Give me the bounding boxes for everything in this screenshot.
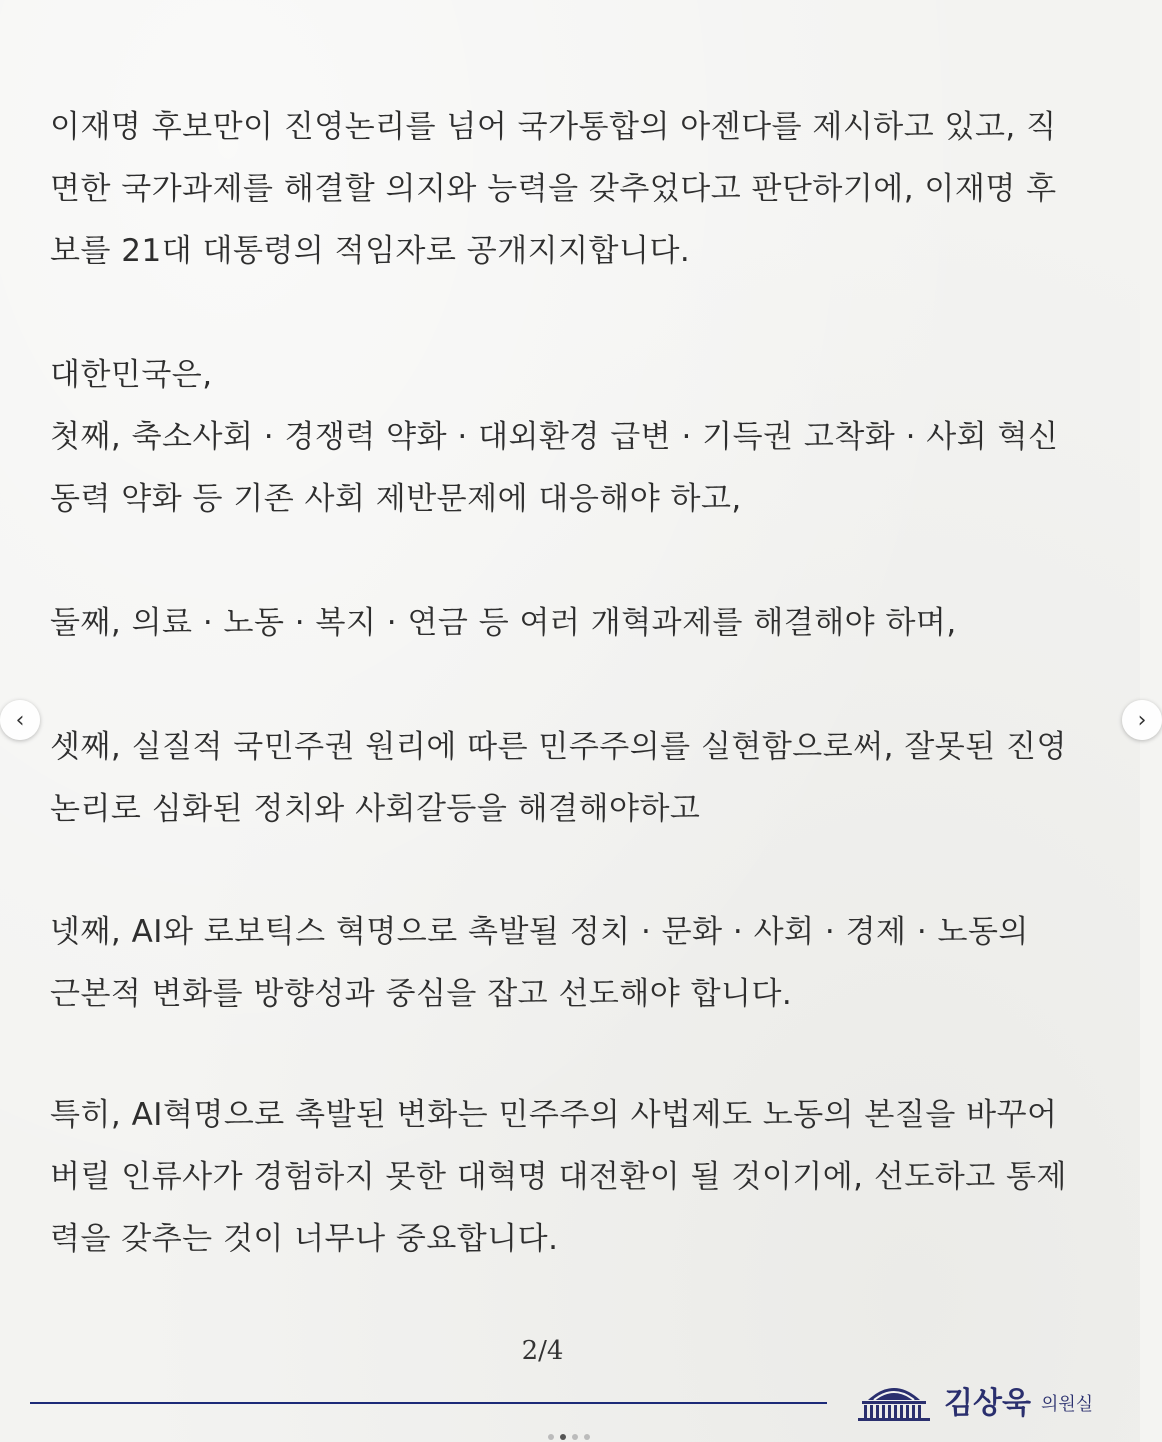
- text-line: 근본적 변화를 방향성과 중심을 잡고 선도해야 합니다.: [50, 976, 793, 1012]
- previous-slide-button[interactable]: [0, 700, 40, 740]
- next-slide-button[interactable]: [1122, 700, 1162, 740]
- text-line: 동력 약화 등 기존 사회 제반문제에 대응해야 하고,: [50, 481, 742, 517]
- paragraph-endorsement: [50, 96, 1118, 282]
- carousel-dot: [560, 1434, 566, 1440]
- text-line: 논리로 심화된 정치와 사회갈등을 해결해야하고: [50, 791, 701, 827]
- page-number: 2/4: [521, 1336, 564, 1366]
- text-line: 면한 국가과제를 해결할 의지와 능력을 갖추었다고 판단하기에, 이재명 후: [50, 171, 1057, 207]
- text-line: 대한민국은,: [50, 357, 213, 393]
- chevron-right-icon: ›: [1137, 707, 1147, 733]
- text-line: 셋째, 실질적 국민주권 원리에 따른 민주주의를 실현함으로써, 잘못된 진영: [50, 729, 1067, 765]
- paragraph-fourth: [50, 901, 1118, 1025]
- carousel-dot: [584, 1434, 590, 1440]
- carousel-indicator: [548, 1434, 590, 1440]
- chevron-left-icon: ‹: [15, 707, 25, 733]
- paragraph-first: [50, 344, 1118, 530]
- paragraph-second: [50, 592, 1118, 654]
- paragraph-especially: [50, 1084, 1118, 1270]
- text-line: 특히, AI혁명으로 촉발된 변화는 민주주의 사법제도 노동의 본질을 바꾸어: [50, 1097, 1058, 1133]
- office-label: 의원실: [1041, 1394, 1094, 1415]
- text-line: 넷째, AI와 로보틱스 혁명으로 촉발될 정치 · 문화 · 사회 · 경제 · 노동의: [50, 914, 1029, 950]
- carousel-dot: [572, 1434, 578, 1440]
- carousel-dot: [548, 1434, 554, 1440]
- lawmaker-name: 김상욱: [944, 1386, 1031, 1421]
- national-assembly-logo-icon: [852, 1374, 936, 1422]
- text-line: 보를 21대 대통령의 적임자로 공개지지합니다.: [50, 233, 691, 269]
- paragraph-third: [50, 716, 1118, 840]
- text-line: 버릴 인류사가 경험하지 못한 대혁명 대전환이 될 것이기에, 선도하고 통제: [50, 1159, 1067, 1195]
- text-line: 둘째, 의료 · 노동 · 복지 · 연금 등 여러 개혁과제를 해결해야 하며,: [50, 605, 957, 641]
- text-line: 첫째, 축소사회 · 경쟁력 약화 · 대외환경 급변 · 기득권 고착화 · 사회 혁신: [50, 419, 1059, 455]
- text-line: 력을 갖추는 것이 너무나 중요합니다.: [50, 1221, 559, 1257]
- footer-divider: [30, 1402, 827, 1404]
- text-line: 이재명 후보만이 진영논리를 넘어 국가통합의 아젠다를 제시하고 있고, 직: [50, 109, 1057, 145]
